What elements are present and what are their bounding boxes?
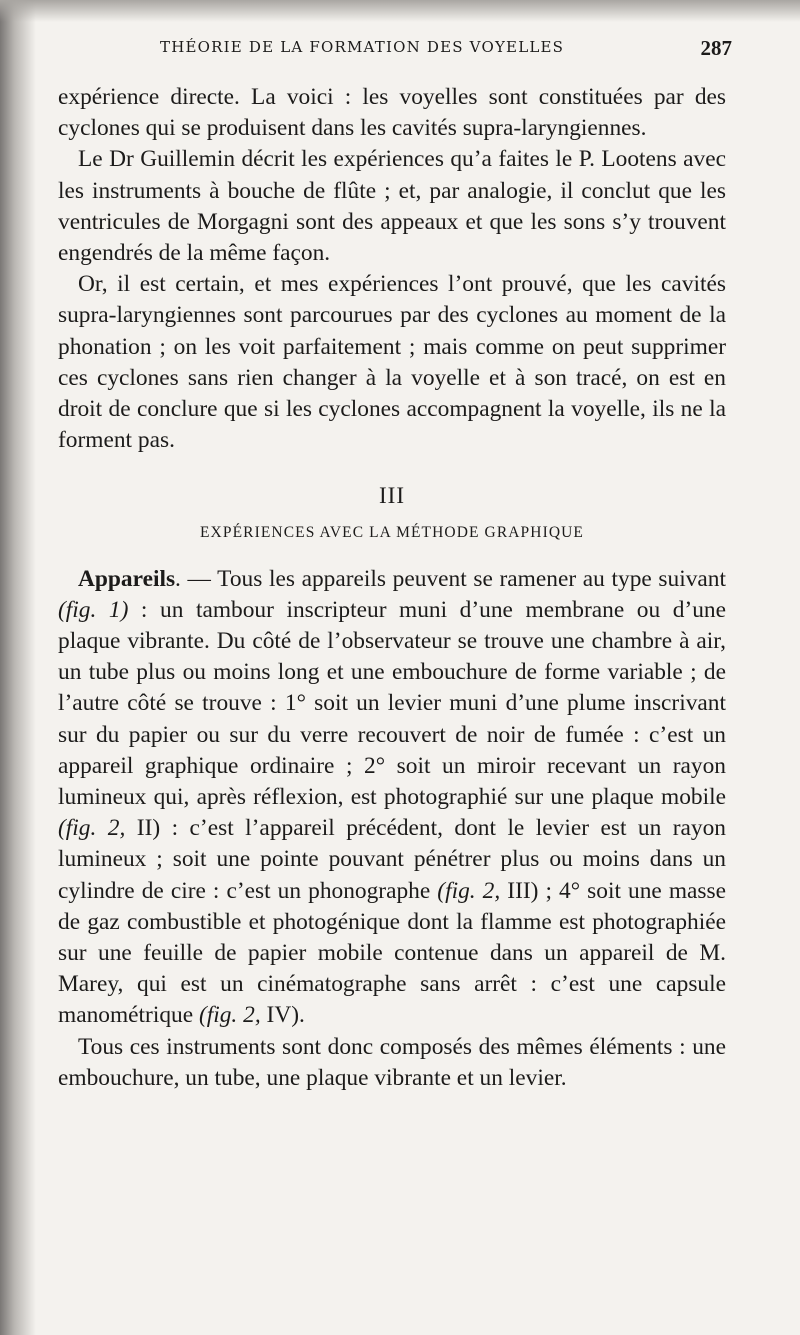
binding-shadow [0,0,36,1335]
paragraph-3: Or, il est certain, et mes expériences l’ont prouvé, que les cavités supra-laryngiennes sont parcourues par des cyclones au moment de la phonation ; on les voit parfaitement ; mais comme on peut supprimer ces cyclones sans rien changer à la voyelle et à son tracé, on est en droit de conclure que si les cyclones accompagnent la voyelle, ils ne la forment pas. [58,271,726,454]
p4-text-2: : un tambour inscripteur muni d’une membrane ou d’une plaque vibrante. Du côté de l’observateur se trouve une chambre à air, un tube plus ou moins long et une embouchure de forme variable ; de l’autre côté se trouve : 1° soit un levier muni d’une plume inscrivant sur du papier ou sur du verre recouvert de noir de fumée : c’est un appareil graphique ordinaire ; 2° soit un miroir recevant un rayon lumineux qui, après réflexion, est photographié sur une plaque mobile [58,596,726,811]
figure-ref-3: (fig. 2, [437,877,501,904]
p4-text-5: IV). [260,1002,305,1029]
paragraph-4 [58,564,726,1032]
figure-ref-2: (fig. 2, [58,815,126,842]
figure-ref-4: (fig. 2, [198,1002,261,1029]
paragraph-5: Tous ces instruments sont donc composés des mêmes éléments : une embouchure, un tube, une plaque vibrante et un levier. [58,1033,726,1091]
page-body [58,82,726,1094]
top-edge-shadow [0,0,800,22]
p4-text-1: . — Tous les appareils peuvent se ramener au type suivant [175,565,726,592]
p4-text-4: III) ; 4° soit une masse de gaz combustible et photogénique dont la flamme est photographiée sur une feuille de papier mobile contenue dans un appareil de M. Marey, qui est un cinématographe sans arrêt : c’est une capsule manométrique [58,877,726,1029]
running-head: THÉORIE DE LA FORMATION DES VOYELLES [160,38,565,56]
run-in-heading: Appareils [78,565,176,592]
paragraph-2: Le Dr Guillemin décrit les expériences qu’a faites le P. Lootens avec les instruments à bouche de flûte ; et, par analogie, il conclut que les ventricules de Morgagni sont des appeaux et que les sons s’y trouvent engendrés de la même façon. [58,146,726,267]
section-title: EXPÉRIENCES AVEC LA MÉTHODE GRAPHIQUE [199,523,584,541]
p4-text-3: II) : c’est l’appareil précédent, dont le levier est un rayon lumineux ; soit une pointe pouvant pénétrer plus ou moins dans un cylindre de cire : c’est un phonographe [58,815,726,904]
page-number: 287 [700,36,732,60]
section-numeral: III [379,483,405,509]
paragraph-1: expérience directe. La voici : les voyelles sont constituées par des cyclones qui se produisent dans les cavités supra-laryngiennes. [58,84,726,142]
figure-ref-1: (fig. 1) [58,596,129,623]
page-header [60,36,760,66]
